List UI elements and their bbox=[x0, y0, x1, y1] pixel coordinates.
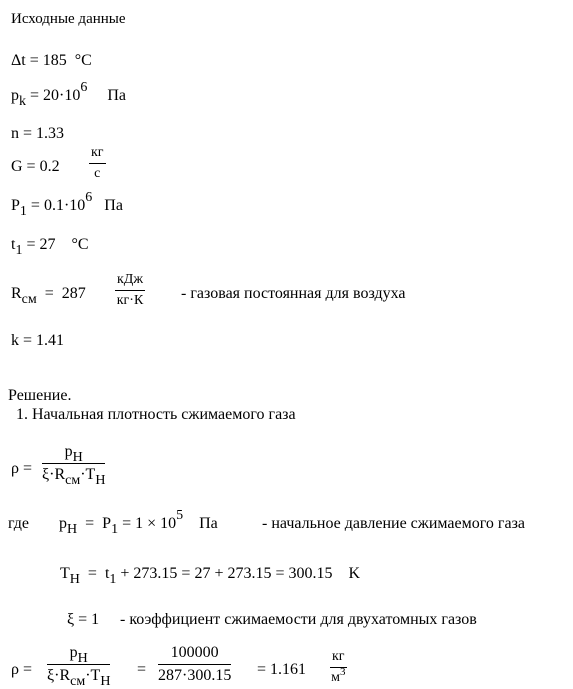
p1-unit: Па bbox=[104, 197, 123, 214]
r-sub: см bbox=[21, 292, 37, 307]
p1-sub: 1 bbox=[19, 204, 27, 219]
dt-value: 185 bbox=[42, 52, 67, 69]
rho-calc-den2: 287·300.15 bbox=[158, 667, 232, 684]
rho-calc-num-sub: Н bbox=[77, 651, 88, 666]
g-unit-num: кг bbox=[89, 146, 106, 164]
p1-eq: = bbox=[30, 197, 40, 214]
rho-num-p: p bbox=[64, 443, 73, 460]
t1-sub: 1 bbox=[15, 243, 23, 258]
rho-den-sub2: Н bbox=[95, 473, 106, 488]
rho-den-b: ·T bbox=[80, 466, 96, 483]
param-t1 bbox=[11, 236, 89, 258]
rho-lhs: ρ = bbox=[11, 460, 33, 477]
xi-line: ξ = 1 bbox=[67, 611, 100, 628]
r-description: - газовая постоянная для воздуха bbox=[181, 285, 406, 302]
param-g: G = 0.2 bbox=[11, 158, 60, 175]
rho-fraction bbox=[42, 443, 106, 488]
rho-calc-lhs: ρ = bbox=[11, 661, 33, 678]
rho-calc-unit-exp: 3 bbox=[339, 666, 346, 678]
th-sub: Н bbox=[69, 572, 80, 587]
pk-symbol: p bbox=[11, 87, 19, 104]
rho-calc-den-sub1: см bbox=[70, 674, 86, 689]
th-t-sub: 1 bbox=[109, 572, 117, 587]
p1-symbol: P bbox=[11, 197, 20, 214]
th-unit: K bbox=[348, 565, 361, 582]
param-n: n = 1.33 bbox=[11, 125, 65, 142]
t1-eq: = bbox=[26, 236, 36, 253]
rho-calc-den1 bbox=[47, 665, 111, 689]
r-unit-num: кДж bbox=[115, 273, 145, 291]
param-r bbox=[11, 285, 86, 307]
ph-exp: 5 bbox=[176, 508, 184, 523]
rho-calc-num-p: p bbox=[69, 644, 78, 661]
r-eq: = bbox=[44, 285, 54, 302]
param-p1 bbox=[11, 190, 123, 219]
th-t: t bbox=[104, 565, 110, 582]
rho-calc-eq2: = bbox=[137, 661, 147, 678]
r-unit-fraction bbox=[115, 273, 145, 308]
param-k: k = 1.41 bbox=[11, 332, 65, 349]
param-pk bbox=[11, 80, 127, 109]
step1-title: 1. Начальная плотность сжимаемого газа bbox=[16, 406, 296, 423]
t1-value: 27 bbox=[39, 236, 56, 253]
r-symbol: R bbox=[11, 285, 22, 302]
g-unit-fraction bbox=[89, 146, 106, 181]
rho-calc-unit-num: кг bbox=[330, 650, 347, 668]
ph-p-sub: 1 bbox=[111, 522, 119, 537]
rho-num bbox=[42, 444, 105, 464]
p1-exp: 6 bbox=[85, 190, 93, 205]
dt-eq: = bbox=[29, 52, 39, 69]
g-unit-den: с bbox=[94, 166, 101, 181]
rho-calc-fraction2 bbox=[158, 645, 231, 684]
t1-unit: °C bbox=[71, 236, 89, 253]
ph-eq2: = 1 × 10 bbox=[122, 515, 177, 532]
th-line bbox=[60, 565, 361, 587]
ph-p: P bbox=[102, 515, 112, 532]
pk-unit: Па bbox=[107, 87, 127, 104]
rho-num-sub: Н bbox=[72, 450, 83, 465]
heading: Исходные данные bbox=[11, 11, 126, 27]
pk-exp: 6 bbox=[80, 80, 88, 95]
param-dt bbox=[11, 53, 92, 69]
rho-calc-unit-den-m: м bbox=[331, 670, 340, 685]
rho-calc-den-sub2: Н bbox=[100, 674, 111, 689]
rho-calc-den-b: ·T bbox=[85, 667, 101, 684]
r-value: 287 bbox=[61, 285, 86, 302]
rho-calc-fraction1 bbox=[47, 644, 111, 689]
r-unit-den: кг·К bbox=[116, 293, 144, 308]
rho-calc-den-a: ξ·R bbox=[47, 667, 71, 684]
where-ph bbox=[59, 508, 218, 537]
pk-eq: = bbox=[30, 87, 40, 104]
pk-sub: k bbox=[19, 94, 26, 109]
th-eq: = bbox=[87, 565, 97, 582]
p1-value: 0.1·10 bbox=[43, 197, 86, 214]
where-label: где bbox=[8, 515, 30, 532]
where-desc: - начальное давление сжимаемого газа bbox=[262, 515, 525, 532]
th-rest: + 273.15 = 27 + 273.15 = 300.15 bbox=[120, 565, 333, 582]
rho-calc-result: = 1.161 bbox=[257, 661, 307, 678]
xi-desc: - коэффициент сжимаемости для двухатомных газов bbox=[120, 611, 477, 628]
rho-calc-num2: 100000 bbox=[158, 645, 231, 665]
ph-unit: Па bbox=[199, 515, 218, 532]
rho-den-a: ξ·R bbox=[42, 466, 66, 483]
rho-calc-num1 bbox=[47, 645, 110, 665]
solution-heading: Решение. bbox=[8, 387, 72, 404]
ph-sub: Н bbox=[67, 522, 78, 537]
rho-den-sub1: см bbox=[65, 473, 81, 488]
ph-symbol: p bbox=[59, 515, 67, 532]
t1-symbol: t bbox=[11, 236, 16, 253]
rho-den bbox=[42, 464, 106, 488]
th-symbol: T bbox=[60, 565, 70, 582]
rho-calc-unit bbox=[330, 650, 347, 685]
dt-unit: °C bbox=[74, 52, 92, 69]
pk-value: 20·10 bbox=[43, 87, 81, 104]
rho-calc-unit-den bbox=[330, 668, 347, 685]
ph-eq1: = bbox=[85, 515, 95, 532]
dt-symbol: Δt bbox=[11, 52, 26, 69]
